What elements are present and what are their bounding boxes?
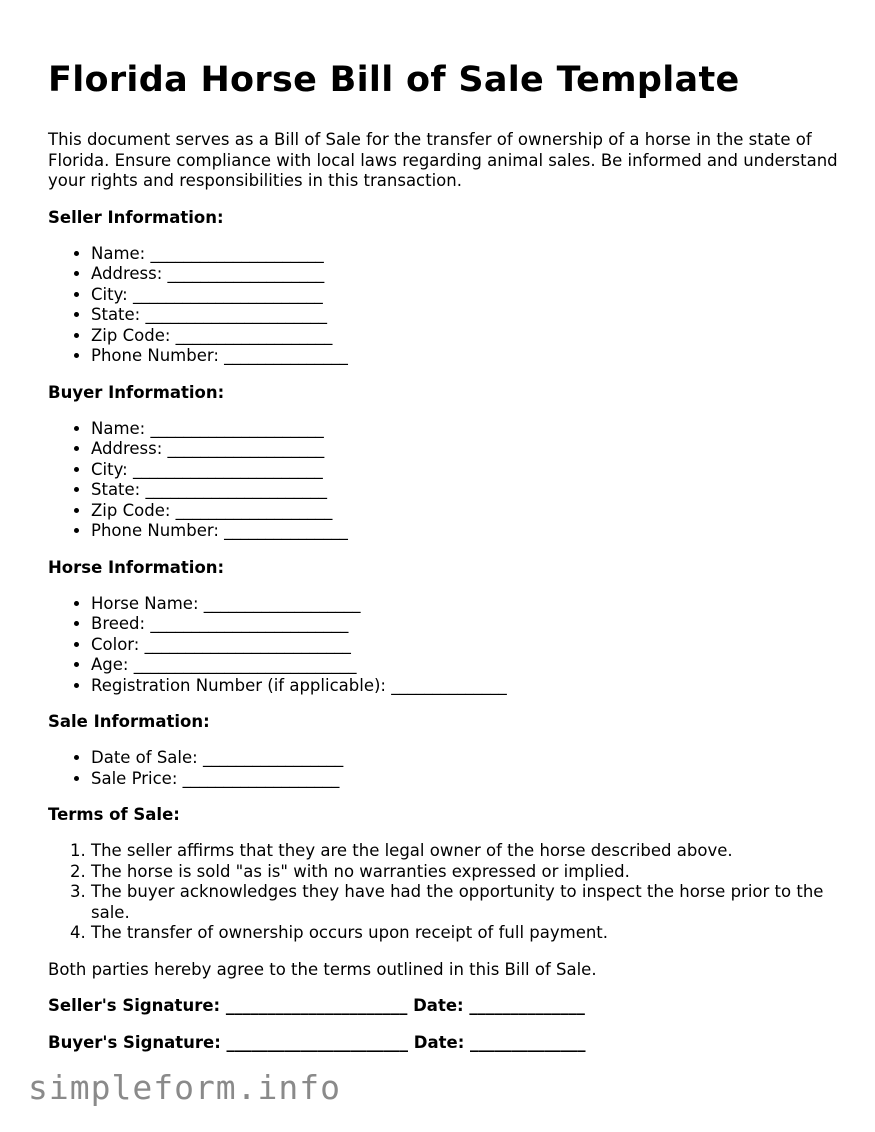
term-item: 4. The transfer of ownership occurs upon receipt of full payment. (91, 923, 838, 944)
sale-price-field: • Sale Price: ___________________ (91, 769, 838, 790)
seller-heading: Seller Information: (48, 207, 224, 227)
seller-signature-line: Seller's Signature: ______________________ Date: ______________ (48, 996, 585, 1015)
horse-age-field: • Age: ___________________________ (91, 655, 838, 676)
seller-city-field: • City: _______________________ (91, 285, 838, 306)
buyer-name-field: • Name: _____________________ (91, 419, 838, 440)
seller-list (48, 244, 838, 367)
horse-heading: Horse Information: (48, 557, 225, 577)
buyer-signature-line: Buyer's Signature: ______________________ Date: ______________ (48, 1033, 586, 1052)
seller-zip-field: • Zip Code: ___________________ (91, 326, 838, 347)
buyer-heading: Buyer Information: (48, 382, 225, 402)
buyer-state-field: • State: ______________________ (91, 480, 838, 501)
horse-color-field: • Color: _________________________ (91, 635, 838, 656)
page-title: Florida Horse Bill of Sale Template (48, 60, 740, 100)
intro-paragraph: This document serves as a Bill of Sale for the transfer of ownership of a horse in the state of Florida. Ensure compliance with local laws regarding animal sales. Be informed and understand your rights and responsibilities in this transaction. (48, 130, 838, 190)
agreement-text: Both parties hereby agree to the terms outlined in this Bill of Sale. (48, 959, 597, 979)
buyer-zip-field: • Zip Code: ___________________ (91, 501, 838, 522)
seller-phone-field: • Phone Number: _______________ (91, 346, 838, 367)
term-item: 1. The seller affirms that they are the legal owner of the horse described above. (91, 841, 838, 862)
horse-registration-field: • Registration Number (if applicable): ______________ (91, 676, 838, 697)
horse-breed-field: • Breed: ________________________ (91, 614, 838, 635)
terms-list (48, 841, 838, 944)
term-item: 2. The horse is sold "as is" with no warranties expressed or implied. (91, 862, 838, 883)
buyer-phone-field: • Phone Number: _______________ (91, 521, 838, 542)
term-item: 3. The buyer acknowledges they have had the opportunity to inspect the horse prior to the sale. (91, 882, 838, 923)
seller-address-field: • Address: ___________________ (91, 264, 838, 285)
sale-heading: Sale Information: (48, 712, 210, 731)
sale-date-field: • Date of Sale: _________________ (91, 748, 838, 769)
sale-list (48, 748, 838, 789)
terms-heading: Terms of Sale: (48, 805, 180, 824)
buyer-address-field: • Address: ___________________ (91, 439, 838, 460)
horse-name-field: • Horse Name: ___________________ (91, 594, 838, 615)
watermark: simpleform.info (28, 1068, 342, 1107)
horse-list (48, 594, 838, 697)
document-page (48, 58, 838, 1070)
buyer-city-field: • City: _______________________ (91, 460, 838, 481)
seller-state-field: • State: ______________________ (91, 305, 838, 326)
seller-name-field: • Name: _____________________ (91, 244, 838, 265)
buyer-list (48, 419, 838, 542)
